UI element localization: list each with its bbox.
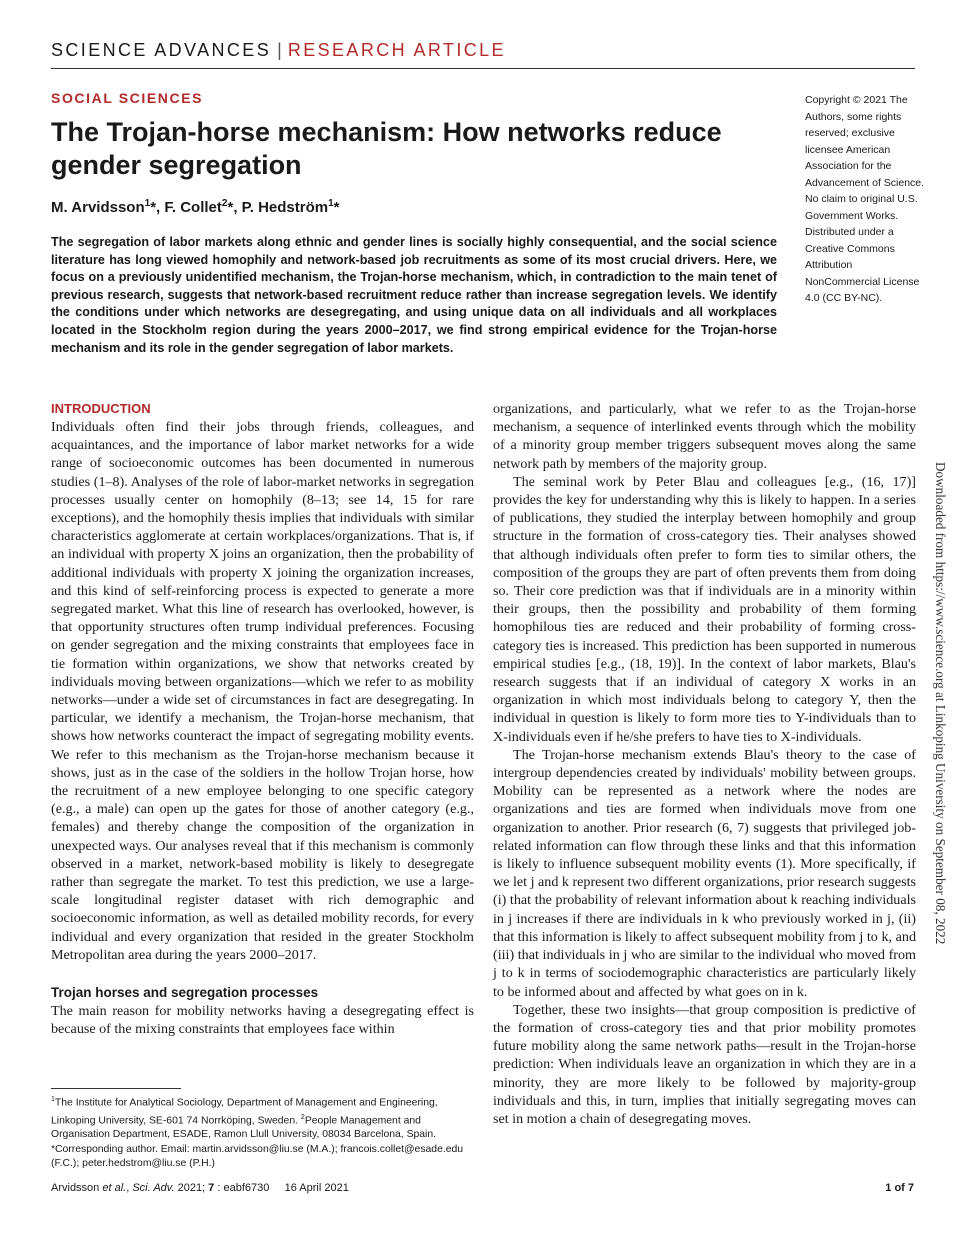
introduction-heading: INTRODUCTION — [51, 401, 151, 416]
body-left-column — [51, 400, 474, 1039]
page-number: 1 of 7 — [885, 1182, 914, 1194]
download-watermark — [934, 462, 948, 962]
intro-paragraph-1: Individuals often find their jobs through friends, colleagues, and acquaintances, and the importance of labor market networks for a wide range of socioeconomic outcomes has been documented in numerous studies (1–8). Analyses of the role of labor-market networks in segregation processes usually center on homophily (8–13; see 14, 15 for rare exceptions), and the homophily thesis implies that individuals with similar characteristics agglomerate at certain workplaces/organizations. That is, if an individual with property X joins an organization, then the probability of additional individuals with property X joining the organization increases, and this kind of self-reinforcing process is expected to generate a more segregated market. What this line of research has overlooked, however, is that opportunity structures often trump individual preferences. Focusing on gender segregation and the mixing constraints that employees face in tie formation within organizations, we show that networks created by individuals moving between organizations—which we refer to as mobility networks—under a wide set of circumstances in fact are desegregating. In particular, we identify a mechanism, the Trojan-horse mechanism, that shows how networks counteract the impact of segregating mobility events. We refer to this mechanism as the Trojan-horse mechanism because it shows, just as in the case of the soldiers in the hollow Trojan horse, how the recruitment of a new employee belonging to one specific category (e.g., a male) can open up the gates for those of another category (e.g., females) and thereby change the composition of the organization in unexpected ways. Our analyses reveal that if this mechanism is commonly observed in a market, network-based mobility is likely to desegregate rather than segregate the market. To test this prediction, we use a large-scale longitudinal register dataset with rich demographic and socioeconomic information, as well as detailed mobility records, for every individual and every organization that resided in the greater Stockholm Metropolitan area during the years 2000–2017. — [51, 419, 474, 963]
download-note-text: Downloaded from https://www.science.org at Linkoping University on September 08, 2022 — [933, 462, 948, 945]
intro-paragraph-2: The main reason for mobility networks having a desegregating effect is because of the mixing constraints that employees face within — [51, 1003, 474, 1038]
citation-footer: Arvidsson et al., Sci. Adv. 2021; 7 : eabf6730 16 April 2021 — [51, 1182, 349, 1194]
right-paragraph-2: The seminal work by Peter Blau and colleagues [e.g., (16, 17)] provides the key for understanding why this is likely to happen. In a series of publications, they studied the interplay between homophily and group structure in the formation of cross-category ties. Their analyses showed that although individuals often prefer to form ties to similar others, the composition of the groups they are part of often prevents them from doing so. Their core prediction was that if individuals are in a minority within their groups, then the possibility and probability of them forming homophilous ties are reduced and their probability of forming cross-category ties is increased. This prediction has been supported in numerous empirical studies [e.g., (18, 19)]. In the context of labor markets, Blau's research suggests that if an individual of category X works in an organization in which most individuals belong to category Y, then the individual in question is likely to form more ties to Y-individuals than to X-individuals even if he/she prefers to have ties to X-individuals. — [493, 473, 916, 745]
article-type: RESEARCH ARTICLE — [287, 40, 506, 60]
article-title: The Trojan-horse mechanism: How networks reduce gender segregation — [51, 117, 722, 180]
header-rule — [51, 68, 915, 69]
subsection-heading: Trojan horses and segregation processes — [51, 985, 319, 1001]
journal-header — [51, 40, 506, 61]
right-paragraph-1: organizations, and particularly, what we refer to as the Trojan-horse mechanism, a sequence of interlinked events through which the mobility of a minority group member triggers subsequent moves along the same network path by members of the majority group. — [493, 401, 916, 472]
affiliations-footnote: $^1$The Institute for Analytical Sociology, Department of Management and Engineering, Linkoping University, SE-601 74 Norrköping, Sweden. $^2$People Management and Organisation Department, ESADE, Ramon Llull University, 08034 Barcelona, Spain. *Corresponding author. Email: martin.arvidsson@liu.se (M.A.); francois.collet@esade.edu (F.C.); peter.hedstrom@liu.se (P.H.) — [51, 1096, 464, 1169]
section-label: SOCIAL SCIENCES — [51, 90, 204, 106]
journal-name: SCIENCE ADVANCES — [51, 40, 272, 60]
header-separator: | — [277, 40, 282, 60]
abstract: The segregation of labor markets along ethnic and gender lines is socially highly consequential, and the social science literature has long viewed homophily and network-based job recruitments as some of its most crucial drivers. Here, we focus on a previously unidentified mechanism, the Trojan-horse mechanism, which, in contradiction to the main tenet of previous research, suggests that network-based recruitment reduce rather than increase segregation levels. We identify the conditions under which networks are desegregating, and using unique data on all individuals and all workplaces located in the Stockholm region during the years 2000–2017, we find strong empirical evidence for the Trojan-horse mechanism and its role in the gender segregation of labor markets. — [51, 235, 777, 355]
author-1[interactable]: M. Arvidsson$^1$* — [51, 198, 157, 216]
copyright-notice: Copyright © 2021 The Authors, some rights reserved; exclusive licensee American Association for the Advancement of Science. No claim to original U.S. Government Works. Distributed under a Creative Commons Attribution NonCommercial License 4.0 (CC BY-NC). — [805, 94, 925, 304]
right-paragraph-3: The Trojan-horse mechanism extends Blau's theory to the case of intergroup dependencies created by individuals' mobility between groups. Mobility can be represented as a network where the nodes are organizations and ties are formed when individuals move from one organization to another. Prior research (6, 7) suggests that privileged job-related information can flow through these links and that this information is likely to influence subsequent mobility events (1). More specifically, if we let j and k represent two different organizations, prior research suggests (i) that the probability of relevant information about k reaching individuals in j increases if there are individuals in k who previously worked in j, (ii) that this information is likely to affect subsequent mobility from j to k, and (iii) that individuals in j who are similar to the individual who moved from j to k in terms of sociodemographic characteristics are particularly likely to be informed about and affected by what goes on in k. — [493, 746, 916, 1000]
author-3[interactable]: P. Hedström$^1$* — [241, 198, 340, 216]
body-right-column — [493, 400, 916, 1128]
author-2[interactable]: F. Collet$^2$* — [164, 198, 234, 216]
footnote-rule — [51, 1088, 181, 1089]
affiliation-1: The Institute for Analytical Sociology, Department of Management and Engineering, Linkoping University, SE-601 74 Norrköping, Sweden. — [51, 1097, 438, 1127]
corresponding-author[interactable]: *Corresponding author. Email: martin.arvidsson@liu.se (M.A.); francois.collet@esade.edu (F.C.); peter.hedstrom@liu.se (P.H.) — [51, 1143, 464, 1169]
right-paragraph-4: Together, these two insights—that group composition is predictive of the formation of cross-category ties and that prior mobility promotes future mobility along the same network paths—result in the Trojan-horse prediction: When individuals leave an organization in which they are in a minority, they are more likely to be followed by majority-group individuals and this, in turn, implies that initially segregating moves can set in motion a chain of desegregating moves. — [493, 1001, 916, 1127]
affiliation-2: People Management and Organisation Department, ESADE, Ramon Llull University, 08034 Barcelona, Spain. — [51, 1115, 437, 1141]
author-list: M. Arvidsson$^1$*, F. Collet$^2$*, P. Hedström$^1$* — [51, 198, 340, 216]
